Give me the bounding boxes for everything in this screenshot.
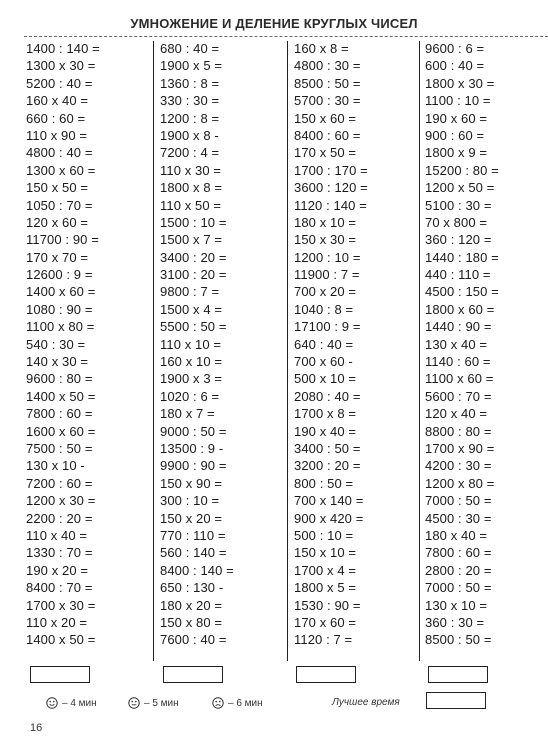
exercise-column-1 <box>26 40 100 649</box>
exercise-item: 300 : 10 = <box>160 493 220 509</box>
exercise-item: 9800 : 7 = <box>160 284 220 300</box>
exercise-item: 540 : 30 = <box>26 336 86 352</box>
exercise-item: 8500 : 50 = <box>425 632 492 648</box>
exercise-item: 360 : 30 = <box>425 614 485 630</box>
exercise-item: 1700 x 30 = <box>26 597 96 613</box>
exercise-item: 1300 x 60 = <box>26 162 96 178</box>
column-divider <box>419 41 420 661</box>
exercise-item: 160 x 40 = <box>26 93 89 109</box>
exercise-item: 1700 x 90 = <box>425 440 495 456</box>
exercise-item: 1200 x 80 = <box>425 475 495 491</box>
exercise-item: 8800 : 80 = <box>425 423 492 439</box>
exercise-item: 150 x 50 = <box>26 180 89 196</box>
exercise-item: 9900 : 90 = <box>160 458 227 474</box>
exercise-item: 150 x 80 = <box>160 614 223 630</box>
exercise-item: 680 : 40 = <box>160 41 220 56</box>
exercise-item: 160 x 10 = <box>160 354 223 370</box>
exercise-item: 1500 x 7 = <box>160 232 223 248</box>
exercise-item: 5200 : 40 = <box>26 75 93 91</box>
exercise-item: 13500 : 9 - <box>160 440 224 456</box>
exercise-item: 17100 : 9 = <box>294 319 361 335</box>
exercise-item: 1900 x 5 = <box>160 58 223 74</box>
exercise-item: 1440 : 180 = <box>425 249 499 265</box>
exercise-item: 160 x 8 = <box>294 41 349 56</box>
exercise-item: 7200 : 4 = <box>160 145 220 161</box>
exercise-item: 150 x 60 = <box>294 110 357 126</box>
exercise-item: 120 x 60 = <box>26 214 89 230</box>
exercise-item: 900 : 60 = <box>425 127 485 143</box>
exercise-item: 1700 : 170 = <box>294 162 368 178</box>
time-box-column-1[interactable] <box>30 666 90 683</box>
exercise-item: 1800 x 30 = <box>425 75 495 91</box>
exercise-item: 9600 : 6 = <box>425 41 485 56</box>
sad-face-icon <box>212 697 224 709</box>
exercise-item: 1400 x 60 = <box>26 284 96 300</box>
title-divider <box>24 36 548 37</box>
legend-6-min <box>212 697 263 709</box>
exercise-item: 1200 x 30 = <box>26 493 96 509</box>
legend-5-min <box>128 697 179 709</box>
exercise-item: 1400 x 50 = <box>26 388 96 404</box>
exercise-item: 11900 : 7 = <box>294 267 360 283</box>
exercise-item: 500 x 10 = <box>294 371 357 387</box>
exercise-item: 9000 : 50 = <box>160 423 227 439</box>
exercise-item: 110 x 90 = <box>26 127 88 143</box>
exercise-item: 500 : 10 = <box>294 527 354 543</box>
exercise-item: 150 x 90 = <box>160 475 223 491</box>
exercise-item: 150 x 30 = <box>294 232 357 248</box>
exercise-item: 800 : 50 = <box>294 475 354 491</box>
exercise-item: 1360 : 8 = <box>160 75 220 91</box>
exercise-item: 5600 : 70 = <box>425 388 492 404</box>
exercise-item: 1440 : 90 = <box>425 319 492 335</box>
exercise-item: 1120 : 140 = <box>294 197 367 213</box>
exercise-item: 1800 x 9 = <box>425 145 488 161</box>
exercise-item: 130 x 10 - <box>26 458 85 474</box>
exercise-item: 1080 : 90 = <box>26 301 93 317</box>
exercise-column-3 <box>294 40 368 649</box>
exercise-item: 5500 : 50 = <box>160 319 227 335</box>
exercise-item: 8400 : 140 = <box>160 562 234 578</box>
exercise-item: 770 : 110 = <box>160 527 226 543</box>
exercise-item: 1100 : 10 = <box>425 93 491 109</box>
exercise-item: 1400 x 50 = <box>26 632 96 648</box>
exercise-item: 120 x 40 = <box>425 406 488 422</box>
exercise-item: 1900 x 8 - <box>160 127 219 143</box>
exercise-item: 3100 : 20 = <box>160 267 227 283</box>
exercise-item: 190 x 60 = <box>425 110 488 126</box>
exercise-item: 180 x 10 = <box>294 214 357 230</box>
exercise-item: 1050 : 70 = <box>26 197 93 213</box>
exercise-item: 180 x 20 = <box>160 597 223 613</box>
exercise-item: 1100 x 80 = <box>26 319 95 335</box>
exercise-item: 640 : 40 = <box>294 336 354 352</box>
exercise-item: 1200 : 10 = <box>294 249 361 265</box>
exercise-item: 900 x 420 = <box>294 510 364 526</box>
exercise-item: 7000 : 50 = <box>425 493 492 509</box>
exercise-item: 560 : 140 = <box>160 545 227 561</box>
exercise-item: 110 x 10 = <box>160 336 222 352</box>
exercise-item: 1400 : 140 = <box>26 41 100 56</box>
exercise-item: 7200 : 60 = <box>26 475 93 491</box>
exercise-item: 1800 x 5 = <box>294 580 357 596</box>
exercise-item: 1800 x 60 = <box>425 301 495 317</box>
legend-text: – 6 мин <box>228 697 263 709</box>
exercise-item: 660 : 60 = <box>26 110 86 126</box>
best-time-box[interactable] <box>426 692 486 709</box>
exercise-item: 7800 : 60 = <box>26 406 93 422</box>
exercise-item: 7800 : 60 = <box>425 545 492 561</box>
exercise-item: 5700 : 30 = <box>294 93 361 109</box>
exercise-item: 110 x 40 = <box>26 527 88 543</box>
exercise-item: 150 x 10 = <box>294 545 357 561</box>
exercise-item: 440 : 110 = <box>425 267 491 283</box>
exercise-item: 170 x 50 = <box>294 145 357 161</box>
exercise-item: 190 x 40 = <box>294 423 357 439</box>
exercise-item: 130 x 10 = <box>425 597 488 613</box>
exercise-item: 2080 : 40 = <box>294 388 361 404</box>
exercise-item: 7000 : 50 = <box>425 580 492 596</box>
exercise-item: 1500 x 4 = <box>160 301 223 317</box>
exercise-item: 70 x 800 = <box>425 214 488 230</box>
exercise-item: 4500 : 30 = <box>425 510 492 526</box>
exercise-item: 180 x 40 = <box>425 527 488 543</box>
page-number: 16 <box>30 722 43 734</box>
exercise-item: 330 : 30 = <box>160 93 220 109</box>
exercise-item: 9600 : 80 = <box>26 371 93 387</box>
exercise-item: 3400 : 50 = <box>294 440 361 456</box>
exercise-item: 600 : 40 = <box>425 58 485 74</box>
exercise-item: 8500 : 50 = <box>294 75 361 91</box>
time-box-column-3[interactable] <box>296 666 356 683</box>
legend-4-min <box>46 697 97 709</box>
exercise-item: 7500 : 50 = <box>26 440 93 456</box>
exercise-column-2 <box>160 40 234 649</box>
exercise-item: 11700 : 90 = <box>26 232 99 248</box>
exercise-item: 7600 : 40 = <box>160 632 227 648</box>
exercise-item: 1200 : 8 = <box>160 110 220 126</box>
exercise-item: 110 x 50 = <box>160 197 222 213</box>
exercise-item: 4200 : 30 = <box>425 458 492 474</box>
exercise-item: 8400 : 70 = <box>26 580 93 596</box>
page-title: УМНОЖЕНИЕ И ДЕЛЕНИЕ КРУГЛЫХ ЧИСЕЛ <box>130 16 418 31</box>
exercise-item: 5100 : 30 = <box>425 197 492 213</box>
column-divider <box>153 41 154 661</box>
exercise-item: 1040 : 8 = <box>294 301 354 317</box>
exercise-item: 3600 : 120 = <box>294 180 368 196</box>
exercise-item: 1800 x 8 = <box>160 180 223 196</box>
exercise-column-4 <box>425 40 499 649</box>
exercise-item: 110 x 20 = <box>26 614 88 630</box>
exercise-item: 15200 : 80 = <box>425 162 499 178</box>
exercise-item: 2800 : 20 = <box>425 562 492 578</box>
exercise-item: 1330 : 70 = <box>26 545 93 561</box>
exercise-item: 1700 x 8 = <box>294 406 357 422</box>
exercise-item: 700 x 140 = <box>294 493 364 509</box>
exercise-item: 1200 x 50 = <box>425 180 495 196</box>
exercise-item: 700 x 60 - <box>294 354 353 370</box>
exercise-item: 1300 x 30 = <box>26 58 96 74</box>
exercise-item: 1140 : 60 = <box>425 354 491 370</box>
exercise-item: 360 : 120 = <box>425 232 492 248</box>
exercise-item: 650 : 130 - <box>160 580 224 596</box>
exercise-item: 1020 : 6 = <box>160 388 220 404</box>
exercise-item: 1500 : 10 = <box>160 214 227 230</box>
exercise-item: 140 x 30 = <box>26 354 89 370</box>
exercise-item: 12600 : 9 = <box>26 267 93 283</box>
exercise-item: 1700 x 4 = <box>294 562 357 578</box>
smile-face-icon <box>46 697 58 709</box>
time-box-column-2[interactable] <box>163 666 223 683</box>
exercise-item: 8400 : 60 = <box>294 127 361 143</box>
exercise-item: 1100 x 60 = <box>425 371 494 387</box>
exercise-item: 1600 x 60 = <box>26 423 96 439</box>
time-box-column-4[interactable] <box>428 666 488 683</box>
exercise-item: 4800 : 30 = <box>294 58 361 74</box>
legend-text: – 4 мин <box>62 697 97 709</box>
exercise-item: 2200 : 20 = <box>26 510 93 526</box>
exercise-item: 3200 : 20 = <box>294 458 361 474</box>
legend-text: – 5 мин <box>144 697 179 709</box>
column-divider <box>287 41 288 661</box>
exercise-item: 150 x 20 = <box>160 510 223 526</box>
exercise-item: 4500 : 150 = <box>425 284 499 300</box>
exercise-item: 4800 : 40 = <box>26 145 93 161</box>
exercise-item: 110 x 30 = <box>160 162 222 178</box>
exercise-item: 180 x 7 = <box>160 406 215 422</box>
exercise-item: 700 x 20 = <box>294 284 357 300</box>
exercise-item: 190 x 20 = <box>26 562 89 578</box>
exercise-item: 3400 : 20 = <box>160 249 227 265</box>
neutral-face-icon <box>128 697 140 709</box>
exercise-item: 170 x 60 = <box>294 614 357 630</box>
best-time-label: Лучшее время <box>332 697 400 708</box>
exercise-item: 1120 : 7 = <box>294 632 353 648</box>
exercise-item: 1900 x 3 = <box>160 371 223 387</box>
exercise-item: 130 x 40 = <box>425 336 488 352</box>
exercise-item: 1530 : 90 = <box>294 597 361 613</box>
exercise-item: 170 x 70 = <box>26 249 89 265</box>
